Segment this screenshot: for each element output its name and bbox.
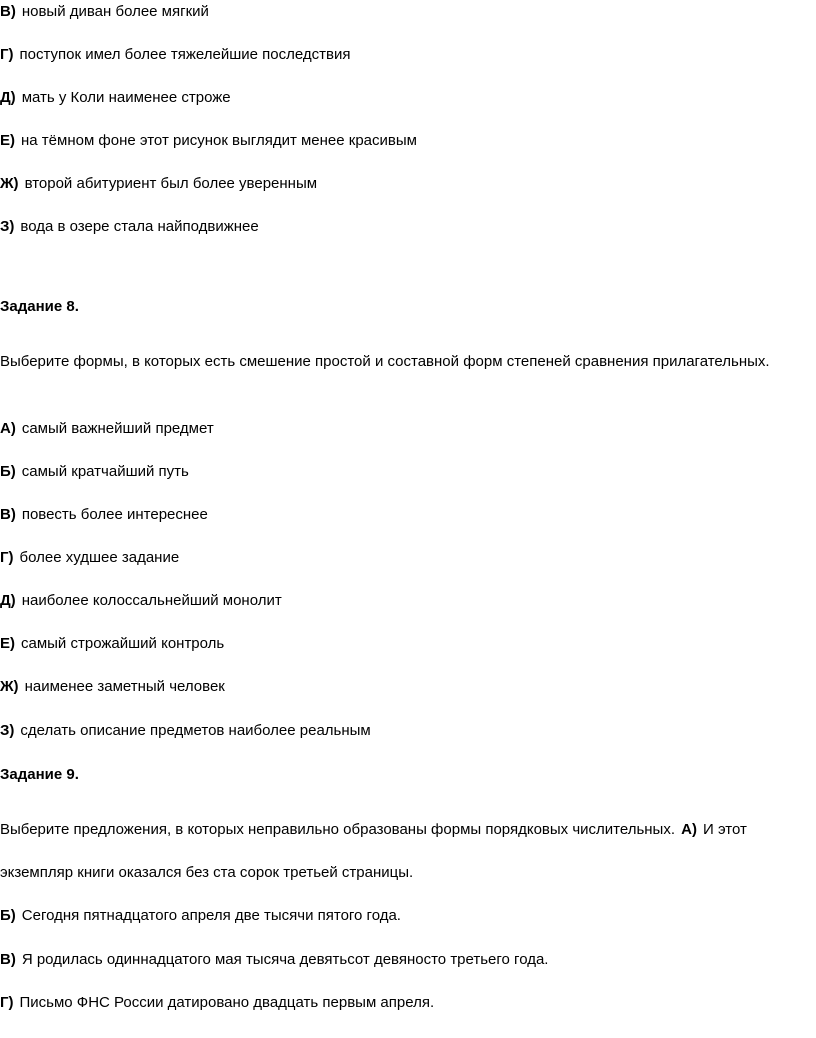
option-text: самый строжайший контроль <box>21 635 225 652</box>
option-line <box>0 905 816 927</box>
option-text: наиболее колоссальнейший монолит <box>21 592 282 609</box>
task-prompt-line <box>0 819 816 841</box>
option-text: мать у Коли наименее строже <box>21 89 231 106</box>
option-line <box>0 992 816 1014</box>
option-line <box>0 461 816 483</box>
option-marker: Б) <box>0 907 16 924</box>
option-text: И этот <box>703 821 747 838</box>
option-marker: В) <box>0 506 16 523</box>
option-marker: А) <box>0 420 16 437</box>
option-line <box>0 676 816 698</box>
task-prompt: Выберите формы, в которых есть смешение простой и составной форм степеней сравнения прилагательных. <box>0 353 770 370</box>
option-text: сделать описание предметов наиболее реальным <box>20 722 371 739</box>
option-marker: Б) <box>0 463 16 480</box>
option-line <box>0 173 816 195</box>
option-line <box>0 418 816 440</box>
option-line <box>0 504 816 526</box>
option-line <box>0 130 816 152</box>
option-text: второй абитуриент был более уверенным <box>24 175 318 192</box>
option-marker: В) <box>0 3 16 20</box>
option-marker: Г) <box>0 994 14 1011</box>
option-line <box>0 44 816 66</box>
option-marker: Ж) <box>0 175 19 192</box>
option-text: поступок имел более тяжелейшие последствия <box>19 46 351 63</box>
option-marker: Ж) <box>0 678 19 695</box>
task-heading: Задание 8. <box>0 298 79 315</box>
option-text: более худшее задание <box>19 549 180 566</box>
option-line <box>0 633 816 655</box>
option-marker: В) <box>0 951 16 968</box>
option-text: самый кратчайший путь <box>21 463 189 480</box>
option-text-continuation: экземпляр книги оказался без ста сорок третьей страницы. <box>0 864 414 881</box>
option-text: Письмо ФНС России датировано двадцать первым апреля. <box>19 994 435 1011</box>
option-text: Сегодня пятнадцатого апреля две тысячи пятого года. <box>21 907 401 924</box>
option-marker: Д) <box>0 89 16 106</box>
option-marker: Д) <box>0 592 16 609</box>
option-marker: З) <box>0 722 15 739</box>
option-text: вода в озере стала найподвижнее <box>20 218 259 235</box>
option-text: самый важнейший предмет <box>21 420 214 437</box>
option-line <box>0 87 816 109</box>
option-text: повесть более интереснее <box>21 506 208 523</box>
option-text: на тёмном фоне этот рисунок выглядит менее красивым <box>21 132 417 149</box>
task-prompt: Выберите предложения, в которых неправильно образованы формы порядковых числительных. <box>0 821 675 838</box>
option-line <box>0 720 816 742</box>
option-line <box>0 547 816 569</box>
option-marker: Г) <box>0 549 14 566</box>
task-heading: Задание 9. <box>0 766 79 783</box>
option-marker: Г) <box>0 46 14 63</box>
option-marker: Е) <box>0 635 15 652</box>
option-marker: З) <box>0 218 15 235</box>
option-line <box>0 590 816 612</box>
option-marker: Е) <box>0 132 15 149</box>
option-text: наименее заметный человек <box>24 678 225 695</box>
option-line <box>0 1 816 23</box>
option-text: новый диван более мягкий <box>21 3 209 20</box>
option-text: Я родилась одиннадцатого мая тысяча девятьсот девяносто третьего года. <box>21 951 549 968</box>
option-line <box>0 949 816 971</box>
option-marker: А) <box>681 821 697 838</box>
option-line <box>0 216 816 238</box>
